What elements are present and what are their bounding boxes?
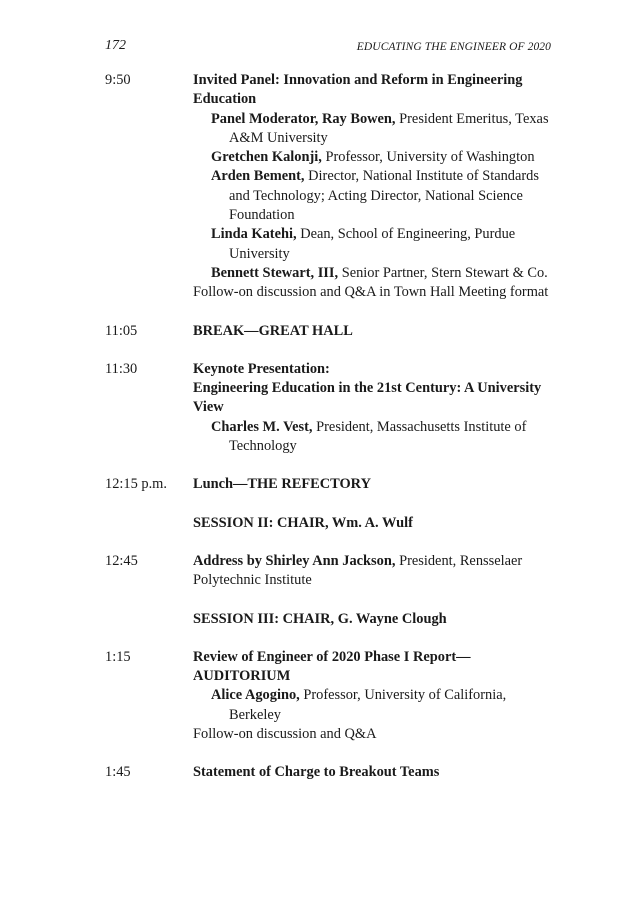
agenda-item-keynote <box>105 360 555 456</box>
agenda-text <box>193 552 555 591</box>
panelist <box>193 264 555 283</box>
agenda-item-break <box>105 322 555 341</box>
agenda-time: 12:15 p.m. <box>105 476 167 493</box>
agenda-time: 11:05 <box>105 322 138 339</box>
agenda-title: Lunch—THE REFECTORY <box>193 476 371 493</box>
panelist <box>193 148 555 167</box>
agenda-item-address <box>105 552 555 591</box>
agenda-item-lunch <box>105 475 555 494</box>
agenda-note: Follow-on discussion and Q&A in Town Hall Meeting format <box>193 284 549 301</box>
agenda-item-charge <box>105 763 555 782</box>
panelist-role: Director, National Institute of Standards and Technology; Acting Director, National Science Foundation <box>229 168 539 224</box>
session-heading <box>105 610 555 629</box>
panelist-name: Arden Bement, <box>211 168 305 185</box>
session-heading <box>105 514 555 533</box>
agenda-title: Address by Shirley Ann Jackson, <box>193 552 396 569</box>
panelist-name: Panel Moderator, Ray Bowen, <box>211 110 396 127</box>
panelist <box>193 110 555 149</box>
agenda-subtitle: Engineering Education in the 21st Century: A University View <box>193 380 542 416</box>
agenda-time: 1:45 <box>105 764 131 781</box>
speaker-role: Professor, University of California, Berkeley <box>229 687 507 723</box>
agenda <box>105 71 555 783</box>
panelist-role: Senior Partner, Stern Stewart & Co. <box>341 264 548 281</box>
panelist-role: Professor, University of Washington <box>325 149 535 166</box>
agenda-detail: President, Rensselaer Polytechnic Institute <box>193 552 523 589</box>
agenda-time: 12:45 <box>105 552 138 569</box>
agenda-title: Keynote Presentation: <box>193 360 330 377</box>
agenda-title: Invited Panel: Innovation and Reform in Engineering Education <box>193 72 523 108</box>
panelist-name: Linda Katehi, <box>211 226 297 243</box>
agenda-item-panel <box>105 71 555 303</box>
panelist <box>193 225 555 264</box>
agenda-note: Follow-on discussion and Q&A <box>193 726 377 743</box>
speaker <box>193 418 555 457</box>
agenda-item-review <box>105 648 555 744</box>
panelist-name: Bennett Stewart, III, <box>211 264 339 281</box>
panelist-role: Dean, School of Engineering, Purdue University <box>229 226 516 262</box>
agenda-title: Review of Engineer of 2020 Phase I Report—AUDITORIUM <box>193 648 471 685</box>
agenda-title: Statement of Charge to Breakout Teams <box>193 764 440 781</box>
panelist-role: President Emeritus, Texas A&M University <box>229 110 549 146</box>
agenda-title: BREAK—GREAT HALL <box>193 322 353 339</box>
session-title: SESSION III: CHAIR, G. Wayne Clough <box>193 610 447 627</box>
running-title: EDUCATING THE ENGINEER OF 2020 <box>356 41 551 53</box>
agenda-time: 1:15 <box>105 648 131 665</box>
agenda-time: 11:30 <box>105 360 138 377</box>
speaker-role: President, Massachusetts Institute of Technology <box>229 418 527 455</box>
session-title: SESSION II: CHAIR, Wm. A. Wulf <box>193 514 413 531</box>
panelist-name: Gretchen Kalonji, <box>211 149 322 166</box>
speaker-name: Alice Agogino, <box>211 687 300 704</box>
agenda-time: 9:50 <box>105 72 131 88</box>
panelist <box>193 167 555 225</box>
speaker <box>193 686 555 725</box>
speaker-name: Charles M. Vest, <box>211 418 313 435</box>
page-number: 172 <box>105 38 126 53</box>
